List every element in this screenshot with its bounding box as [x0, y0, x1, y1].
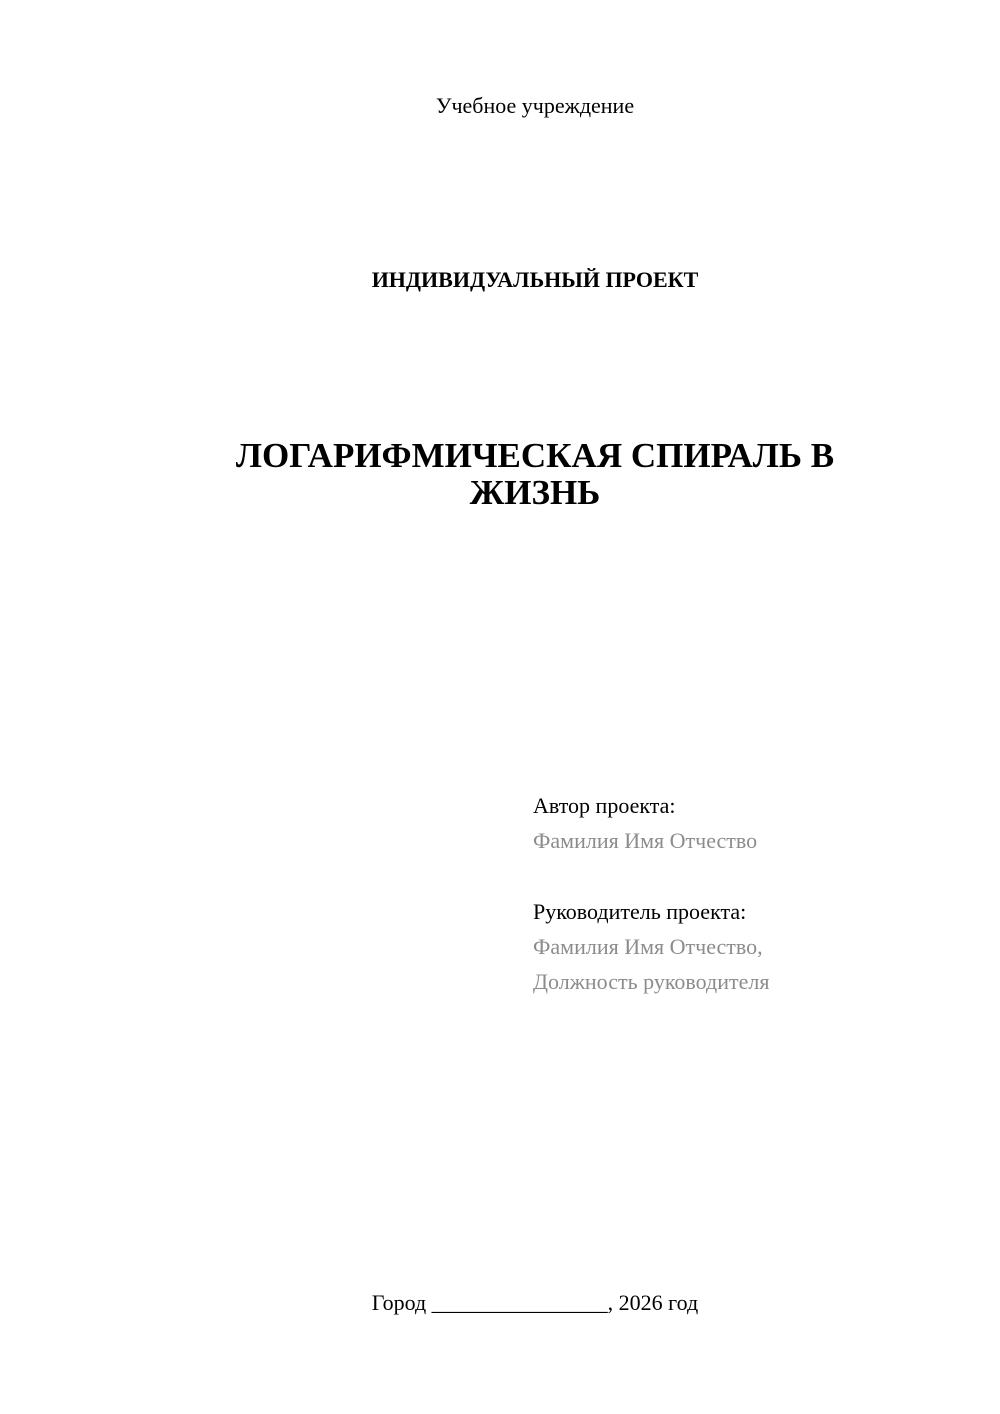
- project-type-heading: ИНДИВИДУАЛЬНЫЙ ПРОЕКТ: [371, 267, 699, 292]
- supervisor-block: [533, 894, 953, 999]
- city-year-footer: Город ________________, 2026 год: [371, 1290, 699, 1315]
- supervisor-position: Должность руководителя: [533, 969, 770, 994]
- supervisor-name: Фамилия Имя Отчество,: [533, 934, 763, 959]
- project-title-line-2: ЖИЗНЬ: [469, 473, 601, 512]
- author-block: [533, 788, 953, 858]
- project-title-line-1: ЛОГАРИФМИЧЕСКАЯ СПИРАЛЬ В: [235, 436, 835, 475]
- supervisor-label: Руководитель проекта:: [533, 899, 747, 924]
- author-label: Автор проекта:: [533, 793, 676, 818]
- institution-name: Учебное учреждение: [435, 93, 635, 118]
- project-title: [0, 437, 1000, 511]
- author-name: Фамилия Имя Отчество: [533, 828, 758, 853]
